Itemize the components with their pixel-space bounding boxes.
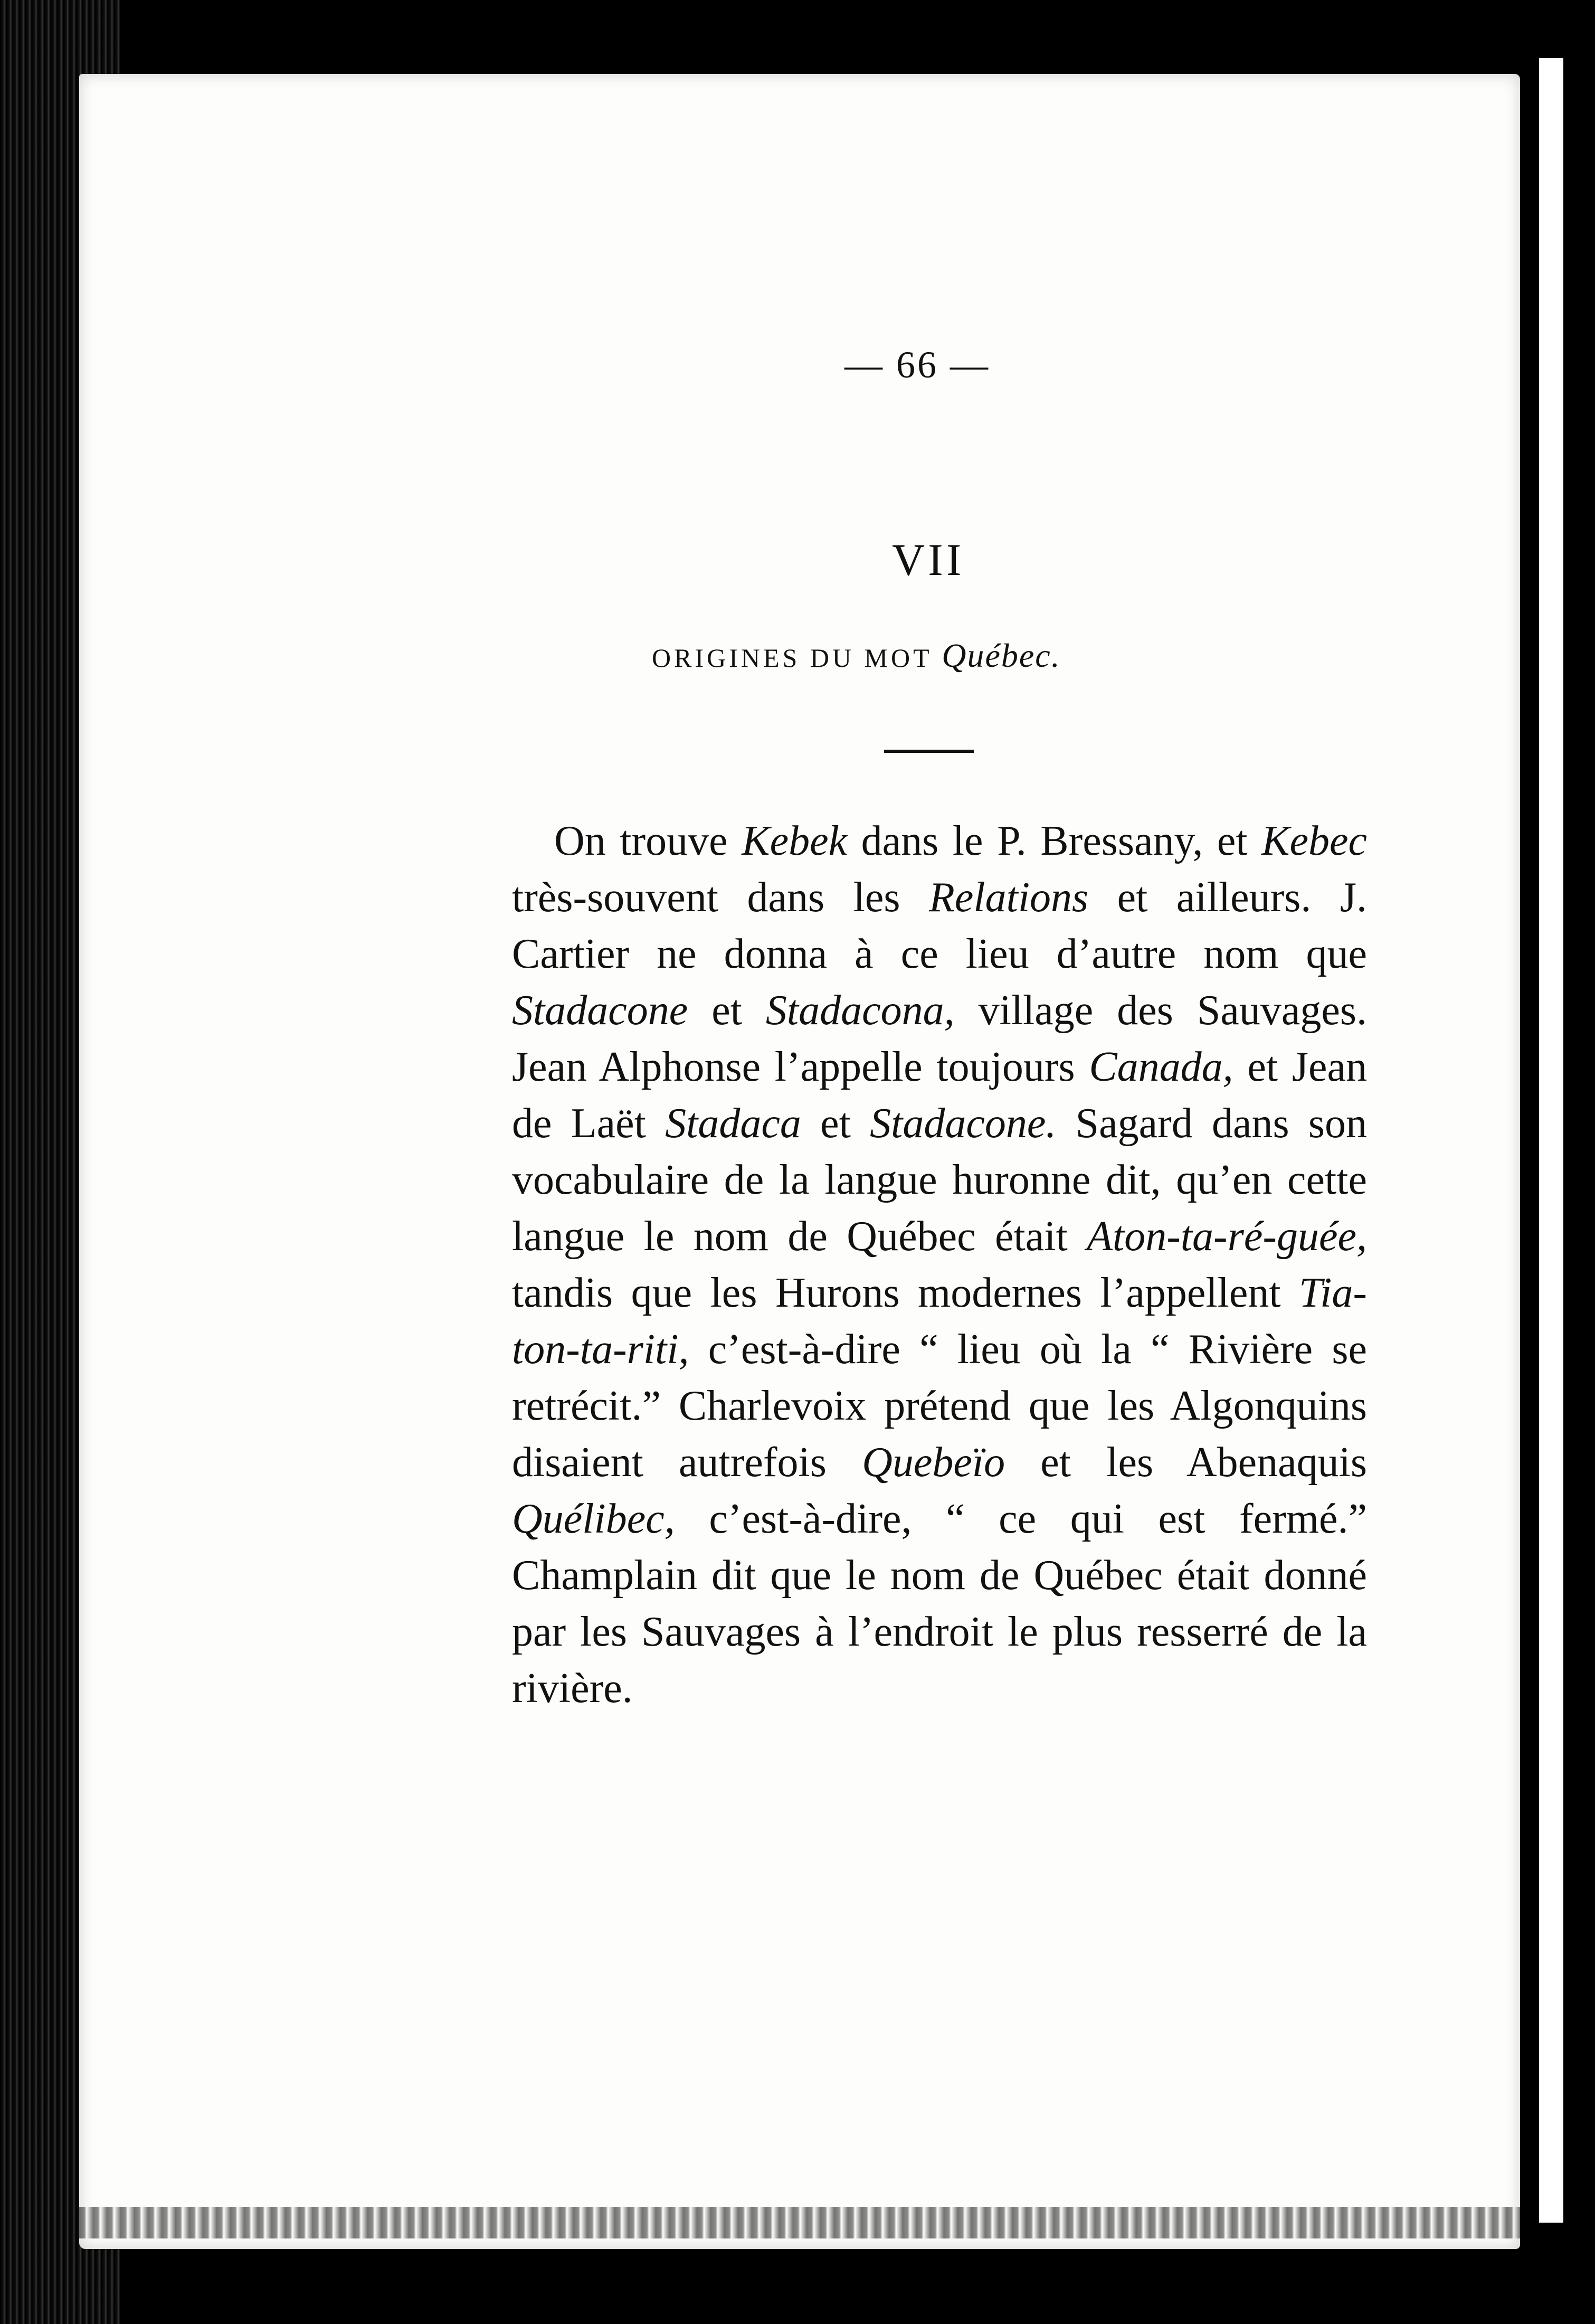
text-run: dans le P. Bressany, et	[847, 818, 1262, 864]
italic-term: Stadacone.	[870, 1100, 1057, 1147]
body-text	[512, 813, 1367, 1717]
italic-term: Kebek	[742, 818, 848, 864]
text-run: et	[801, 1100, 870, 1147]
body-paragraph	[512, 813, 1367, 1717]
italic-term: Quélibec,	[512, 1496, 675, 1542]
text-run: et les Abenaquis	[1005, 1439, 1367, 1486]
italic-term: Stadacone	[512, 987, 688, 1034]
page-number: — 66 —	[844, 344, 990, 386]
section-divider	[884, 750, 974, 753]
text-run: et ailleurs. J. Cartier ne donna à ce lieu d’autre nom que	[512, 874, 1367, 977]
text-run: tandis que les Hurons modernes l’appellent	[512, 1270, 1299, 1316]
scan-edge-strip	[1539, 58, 1563, 2223]
italic-term: Relations	[929, 874, 1089, 921]
italic-term: Stadaca	[665, 1100, 801, 1147]
text-run: c’est-à-dire “ lieu où la “ Rivière se retrécit.” Charlevoix prétend que les Algonquins disaient autrefois	[512, 1326, 1367, 1486]
italic-term: Canada,	[1089, 1044, 1233, 1090]
text-run: On trouve	[554, 818, 742, 864]
text-run: et Jean de Laët	[512, 1044, 1367, 1147]
chapter-subtitle	[652, 636, 1061, 675]
chapter-heading: VII	[892, 534, 965, 585]
subtitle-text: ORIGINES DU MOT	[652, 643, 942, 673]
scan-bottom-edge	[79, 2207, 1520, 2238]
text-run: très-souvent dans les	[512, 874, 929, 921]
text-run: c’est-à-dire, “ ce qui est fermé.” Champlain dit que le nom de Québec était donné par les Sauvages à l’endroit le plus resserré de la rivière.	[512, 1496, 1367, 1712]
text-run: Sagard dans son vocabulaire de la langue huronne dit, qu’en cette langue le nom de Québec était	[512, 1100, 1368, 1260]
italic-term: Quebeïo	[862, 1439, 1005, 1486]
italic-term: Kebec	[1261, 818, 1367, 864]
text-run: village des Sauvages. Jean Alphonse l’appelle toujours	[512, 987, 1368, 1090]
italic-term: Tia-ton-ta-riti,	[512, 1270, 1367, 1373]
italic-term: Aton-ta-ré-guée,	[1087, 1213, 1367, 1260]
italic-term: Stadacona,	[765, 987, 955, 1034]
text-run: et	[688, 987, 766, 1034]
subtitle-italic: Québec.	[942, 637, 1061, 674]
